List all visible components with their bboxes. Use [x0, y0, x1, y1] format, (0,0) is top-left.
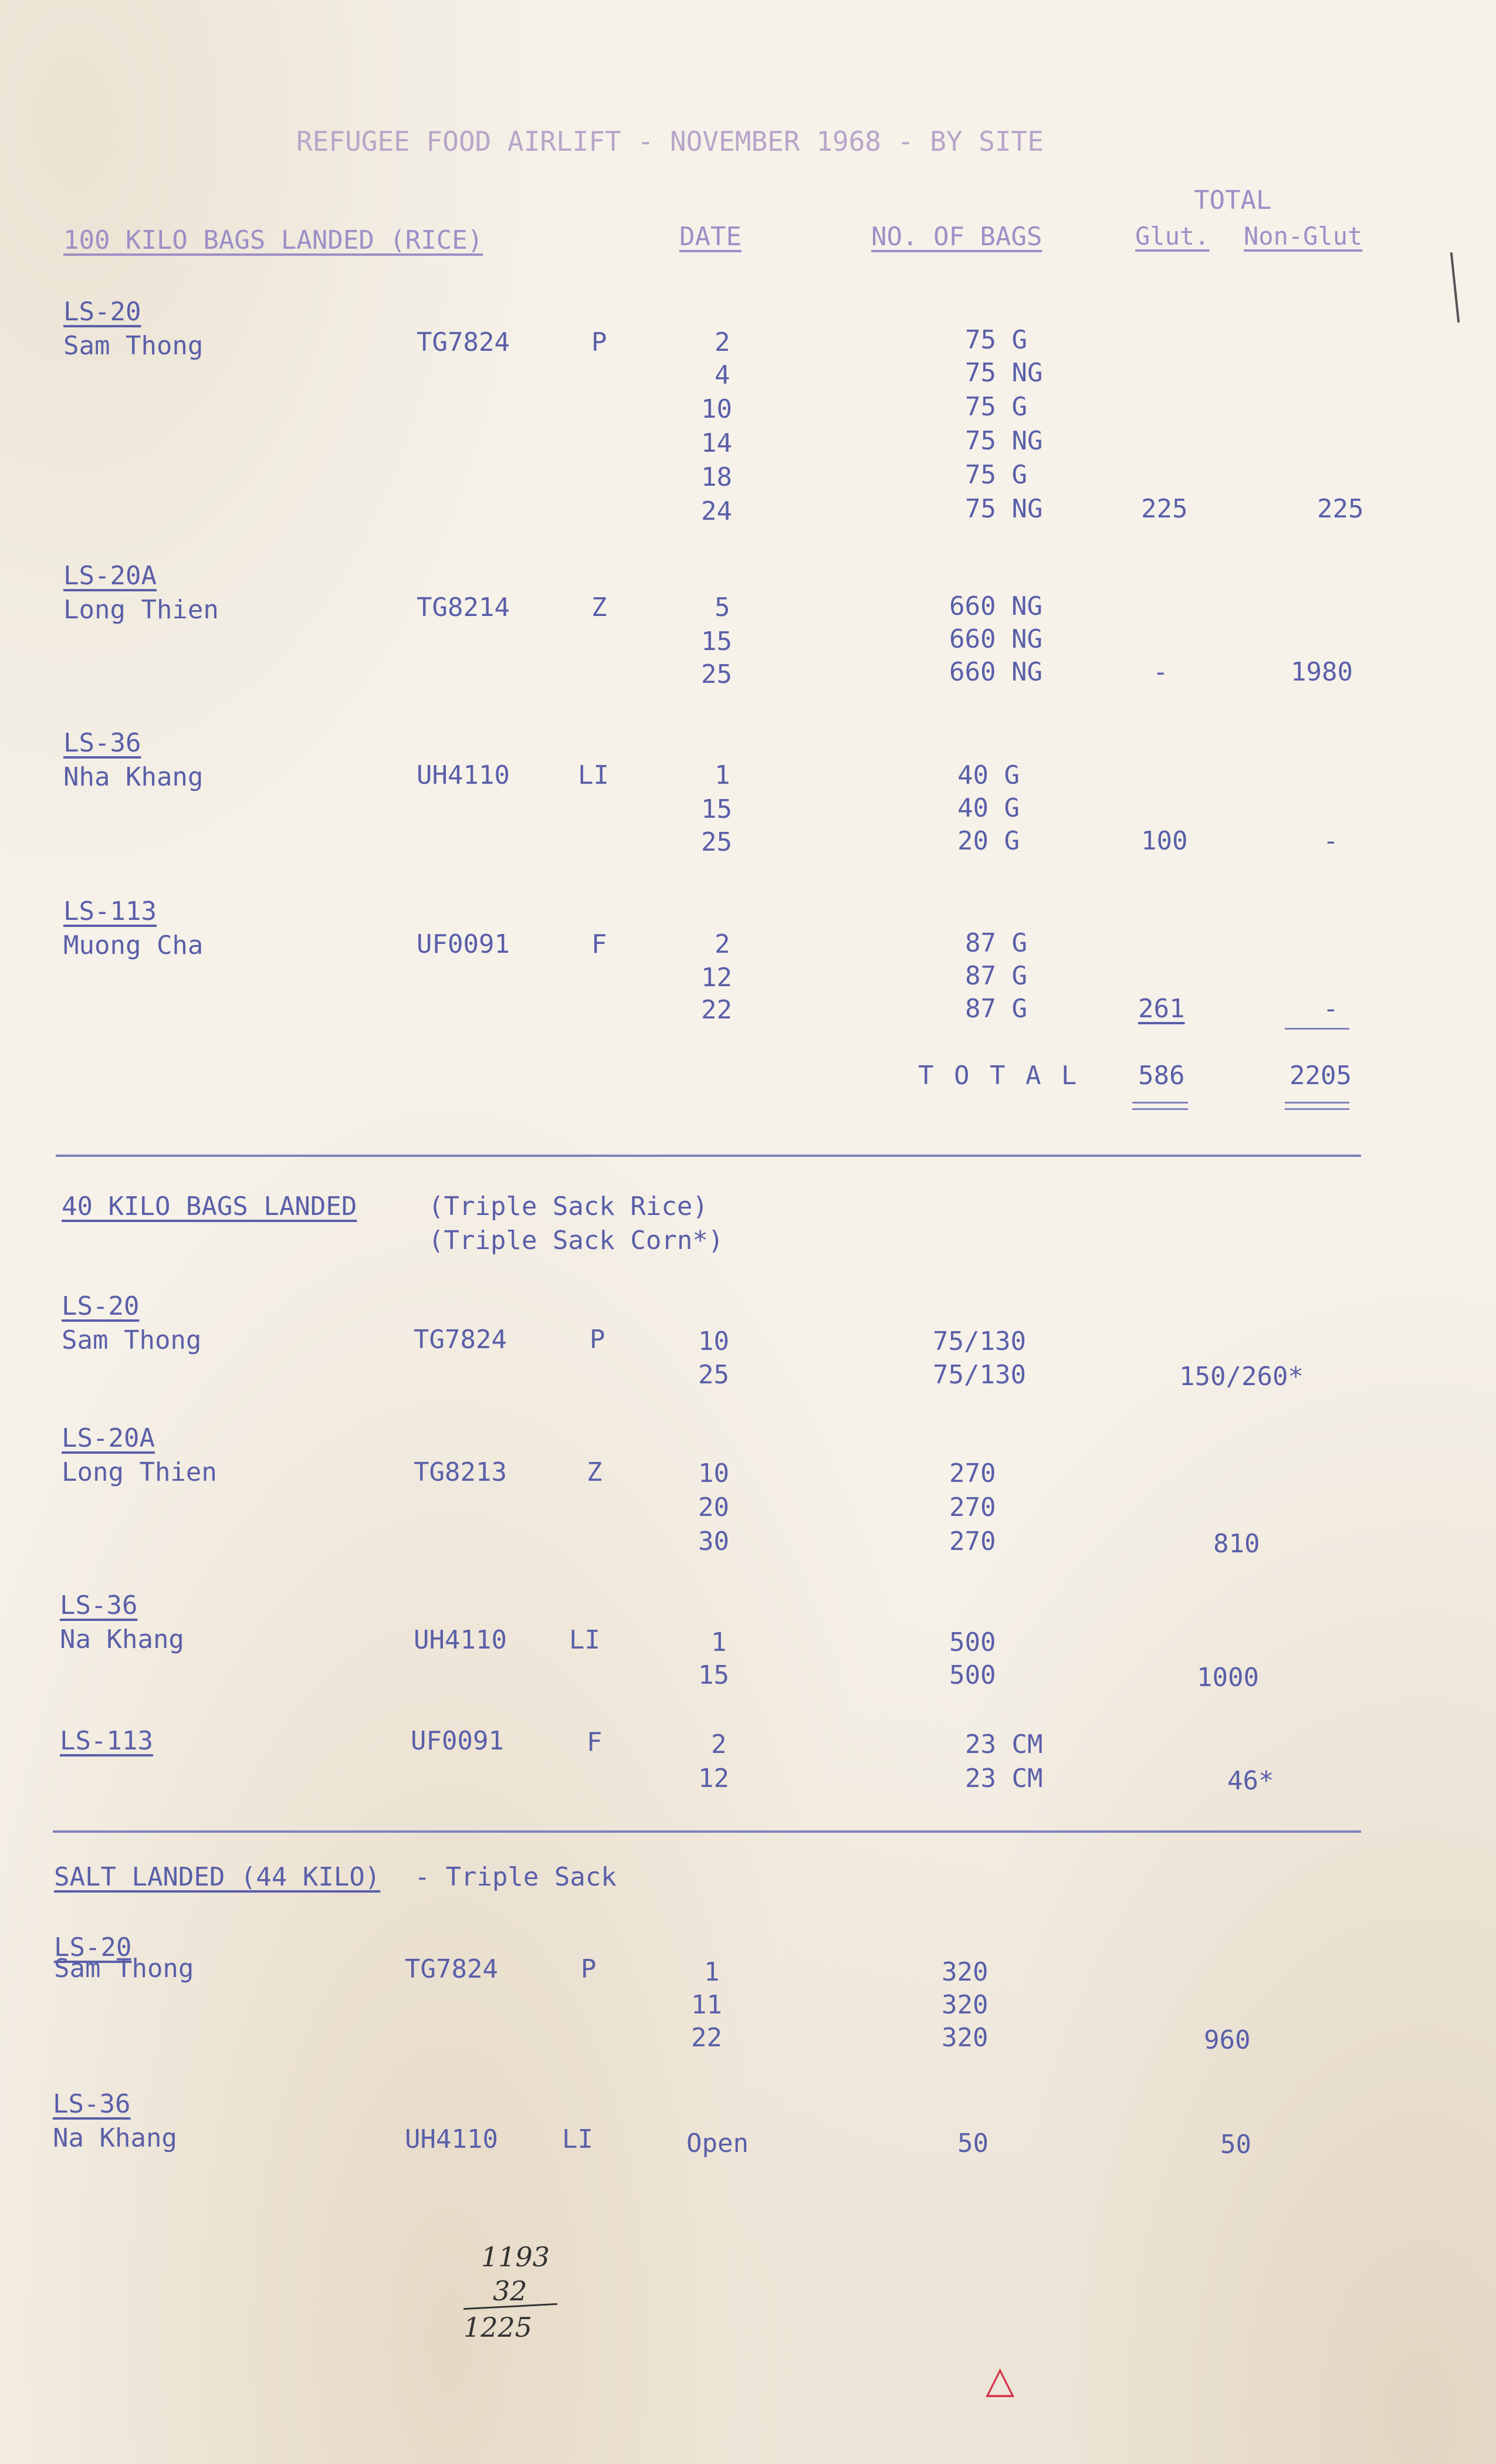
site-name: Long Thien [62, 1457, 217, 1487]
plane-mark: LI [569, 1625, 600, 1655]
plane-mark: LI [578, 760, 609, 790]
site-code: LS-36 [60, 1590, 138, 1620]
date-cell: 10 [698, 1326, 729, 1356]
bags-cell: 50 [957, 2128, 989, 2158]
date-cell: 12 [701, 963, 732, 993]
plane-mark: F [591, 929, 607, 959]
bags-cell: 75/130 [933, 1360, 1026, 1390]
total-header: TOTAL [1194, 185, 1272, 215]
date-cell: 1 [704, 1957, 720, 1987]
date-cell: 20 [698, 1492, 729, 1522]
bags-cell: 40 G [957, 760, 1020, 790]
bags-cell: 87 G [965, 928, 1027, 958]
date-cell: 14 [701, 428, 732, 458]
site-code: LS-36 [53, 2089, 131, 2119]
double-underline [1132, 1102, 1188, 1110]
bags-cell: 40 G [957, 793, 1020, 823]
bags-cell: 75 NG [965, 494, 1043, 524]
nonglut-total: 225 [1317, 494, 1364, 524]
nonglut-total: - [1323, 994, 1339, 1024]
date-cell: 1 [711, 1627, 727, 1657]
site-code: LS-113 [63, 896, 157, 926]
grand-total-nonglut: 2205 [1289, 1061, 1352, 1091]
date-cell: 1 [715, 760, 730, 790]
site-code: LS-20A [62, 1423, 155, 1453]
site-name: Sam Thong [63, 331, 204, 361]
plane-id: TG7824 [417, 327, 510, 357]
date-header: DATE [679, 222, 742, 252]
date-cell: 25 [701, 659, 732, 689]
plane-mark: P [591, 327, 607, 357]
plane-id: TG7824 [405, 1954, 498, 1984]
site-total: 46* [1227, 1766, 1274, 1796]
site-name: Nha Khang [63, 762, 204, 792]
site-name: Sam Thong [62, 1325, 202, 1355]
plane-id: UH4110 [414, 1625, 507, 1655]
plane-mark: F [587, 1727, 603, 1757]
site-total: 150/260* [1179, 1362, 1304, 1392]
plane-id: TG7824 [414, 1325, 507, 1355]
bags-cell: 660 NG [949, 657, 1043, 687]
double-underline [1285, 1102, 1349, 1110]
plane-id: UF0091 [417, 929, 510, 959]
site-code: LS-36 [63, 728, 141, 758]
site-code: LS-20 [62, 1291, 140, 1321]
date-cell: 15 [698, 1660, 729, 1690]
bags-cell: 20 G [957, 826, 1020, 856]
date-cell: Open [686, 2128, 749, 2158]
date-cell: 22 [701, 995, 732, 1025]
site-code: LS-113 [60, 1726, 153, 1756]
date-cell: 18 [701, 462, 732, 492]
site-code: LS-20 [63, 297, 141, 327]
date-cell: 15 [701, 627, 732, 656]
bags-cell: 270 [949, 1458, 996, 1488]
date-cell: 22 [691, 2023, 722, 2053]
date-cell: 2 [715, 327, 730, 357]
plane-mark: Z [591, 593, 607, 622]
total-label: T O T A L [918, 1061, 1079, 1091]
bags-cell: 75/130 [933, 1326, 1026, 1356]
bags-cell: 320 [942, 2023, 989, 2053]
bags-cell: 270 [949, 1492, 996, 1522]
nonglut-total: 1980 [1291, 657, 1353, 687]
page-title: REFUGEE FOOD AIRLIFT - NOVEMBER 1968 - BY SITE [296, 126, 1044, 157]
site-total: 810 [1213, 1529, 1260, 1559]
section2-subheading: (Triple Sack Rice) [428, 1192, 708, 1221]
section2-subheading: (Triple Sack Corn*) [428, 1226, 724, 1255]
bags-header: NO. OF BAGS [871, 222, 1043, 252]
date-cell: 24 [701, 496, 732, 526]
bags-cell: 75 G [965, 460, 1027, 490]
plane-id: TG8214 [417, 593, 510, 622]
site-name: Na Khang [53, 2123, 177, 2153]
bags-cell: 500 [949, 1627, 996, 1657]
section3-heading: SALT LANDED (44 KILO) [54, 1862, 381, 1892]
site-name: Muong Cha [63, 930, 204, 960]
bags-cell: 87 G [965, 994, 1027, 1024]
glut-total: - [1153, 657, 1169, 687]
site-code: LS-20 [54, 1932, 132, 1962]
glut-total: 225 [1141, 494, 1188, 524]
bags-cell: 87 G [965, 961, 1027, 991]
bags-cell: 320 [942, 1990, 989, 2020]
site-total: 50 [1220, 2130, 1251, 2160]
date-cell: 25 [701, 827, 732, 857]
nonglut-total: - [1323, 826, 1339, 856]
section-divider [53, 1830, 1361, 1833]
plane-id: UH4110 [417, 760, 510, 790]
date-cell: 5 [715, 593, 730, 622]
plane-mark: LI [562, 2124, 593, 2154]
site-total: 1000 [1197, 1663, 1259, 1693]
bags-cell: 320 [942, 1957, 989, 1987]
glut-header: Glut. [1135, 222, 1210, 251]
date-cell: 12 [698, 1764, 729, 1793]
plane-id: TG8213 [414, 1457, 507, 1487]
bags-cell: 75 NG [965, 358, 1043, 388]
site-name: Long Thien [63, 595, 219, 625]
handwritten-number: 1225 [463, 2311, 533, 2343]
plane-mark: Z [587, 1457, 603, 1487]
section2-heading: 40 KILO BAGS LANDED [62, 1192, 357, 1221]
bags-cell: 23 CM [965, 1729, 1043, 1759]
bags-cell: 270 [949, 1527, 996, 1556]
handwritten-number: 1193 [481, 2241, 550, 2273]
date-cell: 11 [691, 1990, 722, 2020]
plane-id: UH4110 [405, 2124, 498, 2154]
date-cell: 30 [698, 1527, 729, 1556]
site-name: Sam Thong [54, 1954, 194, 1984]
date-cell: 4 [715, 360, 730, 390]
date-cell: 25 [698, 1360, 729, 1390]
plane-mark: P [581, 1954, 597, 1984]
bags-cell: 75 G [965, 325, 1027, 355]
handwritten-number: 32 [493, 2275, 527, 2307]
date-cell: 15 [701, 794, 732, 824]
bags-cell: 75 G [965, 392, 1027, 422]
section3-heading-suffix: - Triple Sack [399, 1862, 617, 1892]
glut-total: 261 [1138, 994, 1185, 1024]
date-cell: 10 [701, 394, 732, 424]
section1-heading: 100 KILO BAGS LANDED (RICE) [63, 225, 483, 255]
underline-rule [1285, 1028, 1349, 1030]
date-cell: 2 [715, 929, 730, 959]
bags-cell: 75 NG [965, 426, 1043, 456]
red-triangle-mark: △ [986, 2358, 1015, 2402]
site-code: LS-20A [63, 561, 157, 591]
nonglut-header: Non-Glut [1244, 222, 1363, 251]
bags-cell: 660 NG [949, 624, 1043, 654]
section-divider [56, 1155, 1361, 1157]
date-cell: 2 [711, 1729, 727, 1759]
bags-cell: 23 CM [965, 1764, 1043, 1793]
bags-cell: 500 [949, 1660, 996, 1690]
glut-total: 100 [1141, 826, 1188, 856]
plane-mark: P [590, 1325, 605, 1355]
grand-total-glut: 586 [1138, 1061, 1185, 1091]
site-name: Na Khang [60, 1624, 184, 1654]
plane-id: UF0091 [411, 1726, 504, 1756]
bags-cell: 660 NG [949, 591, 1043, 621]
date-cell: 10 [698, 1458, 729, 1488]
site-total: 960 [1204, 2025, 1251, 2055]
